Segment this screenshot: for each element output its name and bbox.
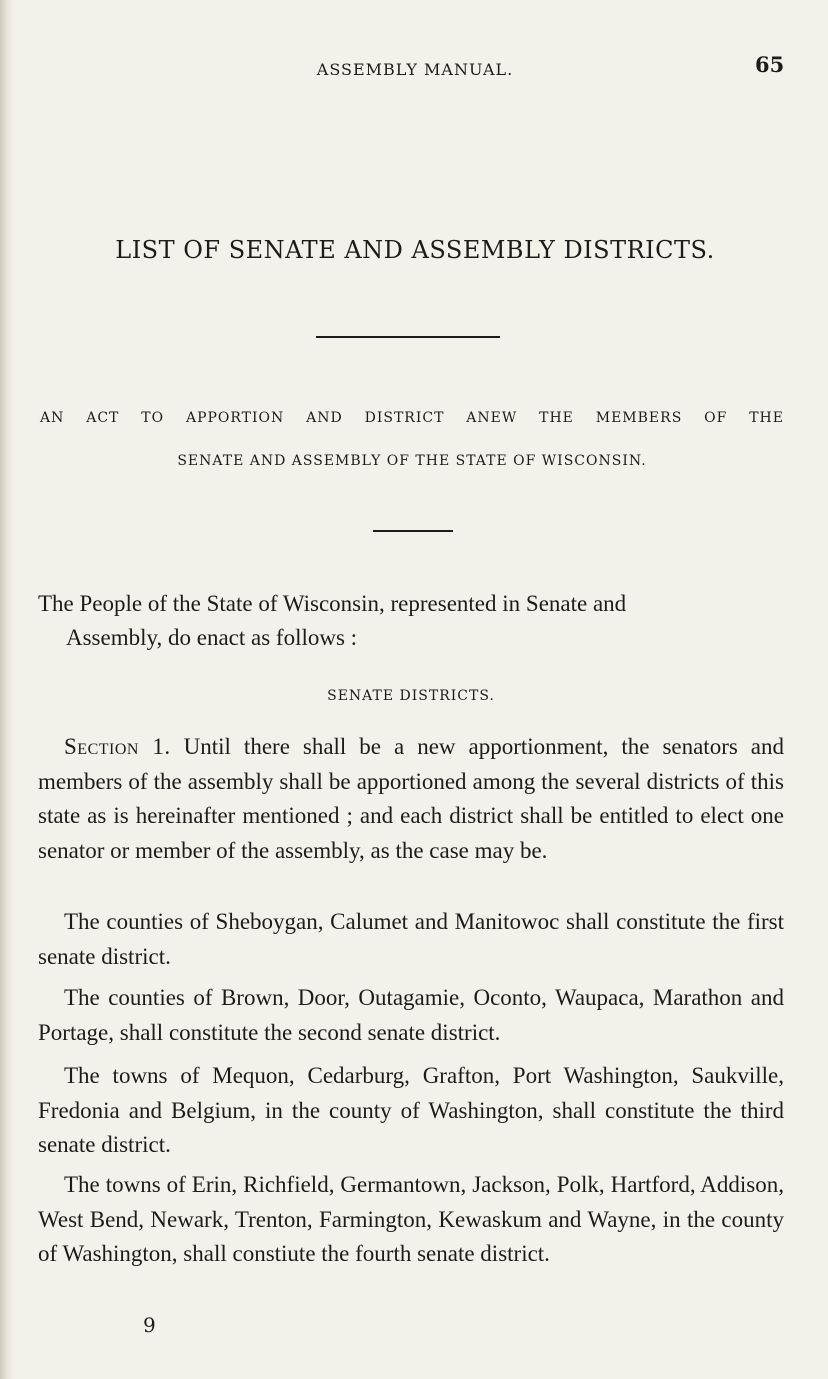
title-divider-rule bbox=[316, 336, 500, 338]
paragraph-third-district: The towns of Mequon, Cedarburg, Grafton, Port Washington, Saukville, Fredonia and Belgium, in the county of Washington, shall constitute the third senate district. bbox=[38, 1063, 784, 1157]
section-heading: SENATE DISTRICTS. bbox=[327, 688, 495, 704]
act-title-line-1: AN ACT TO APPORTION AND DISTRICT ANEW THE MEMBERS OF THE bbox=[40, 410, 784, 426]
enacting-clause bbox=[38, 587, 784, 655]
page-number: 65 bbox=[755, 52, 785, 77]
act-title-line-2: SENATE AND ASSEMBLY OF THE STATE OF WISCONSIN. bbox=[177, 453, 647, 469]
paragraph-text: Until there shall be a new apportionment, the senators and members of the assembly shall be apportioned among the several districts of this state as is hereinafter mentioned ; and each district shall be entitled to elect one senator or member of the assembly, as the case may be. bbox=[38, 734, 785, 863]
paragraph-second-district: The counties of Brown, Door, Outagamie, Oconto, Waupaca, Marathon and Portage, shall constitute the second senate district. bbox=[38, 985, 784, 1045]
paragraph-fourth-district: The towns of Erin, Richfield, Germantown, Jackson, Polk, Hartford, Addison, West Bend, Newark, Trenton, Farmington, Kewaskum and Wayne, in the county of Washington, shall constiute the fourth senate district. bbox=[38, 1172, 784, 1266]
paragraph-section-1 bbox=[38, 730, 784, 868]
act-divider-rule bbox=[373, 530, 453, 532]
paragraph-first-district: The counties of Sheboygan, Calumet and Manitowoc shall constitute the first senate district. bbox=[38, 909, 784, 969]
page-title: LIST OF SENATE AND ASSEMBLY DISTRICTS. bbox=[115, 236, 715, 264]
signature-mark: 9 bbox=[143, 1313, 156, 1337]
running-head: ASSEMBLY MANUAL. bbox=[316, 60, 514, 79]
page-gutter-shadow bbox=[0, 0, 14, 1379]
section-label: Section 1. bbox=[64, 734, 171, 759]
enacting-clause-line-2: Assembly, do enact as follows : bbox=[66, 625, 358, 650]
enacting-clause-line-1: The People of the State of Wisconsin, represented in Senate and bbox=[38, 591, 627, 616]
